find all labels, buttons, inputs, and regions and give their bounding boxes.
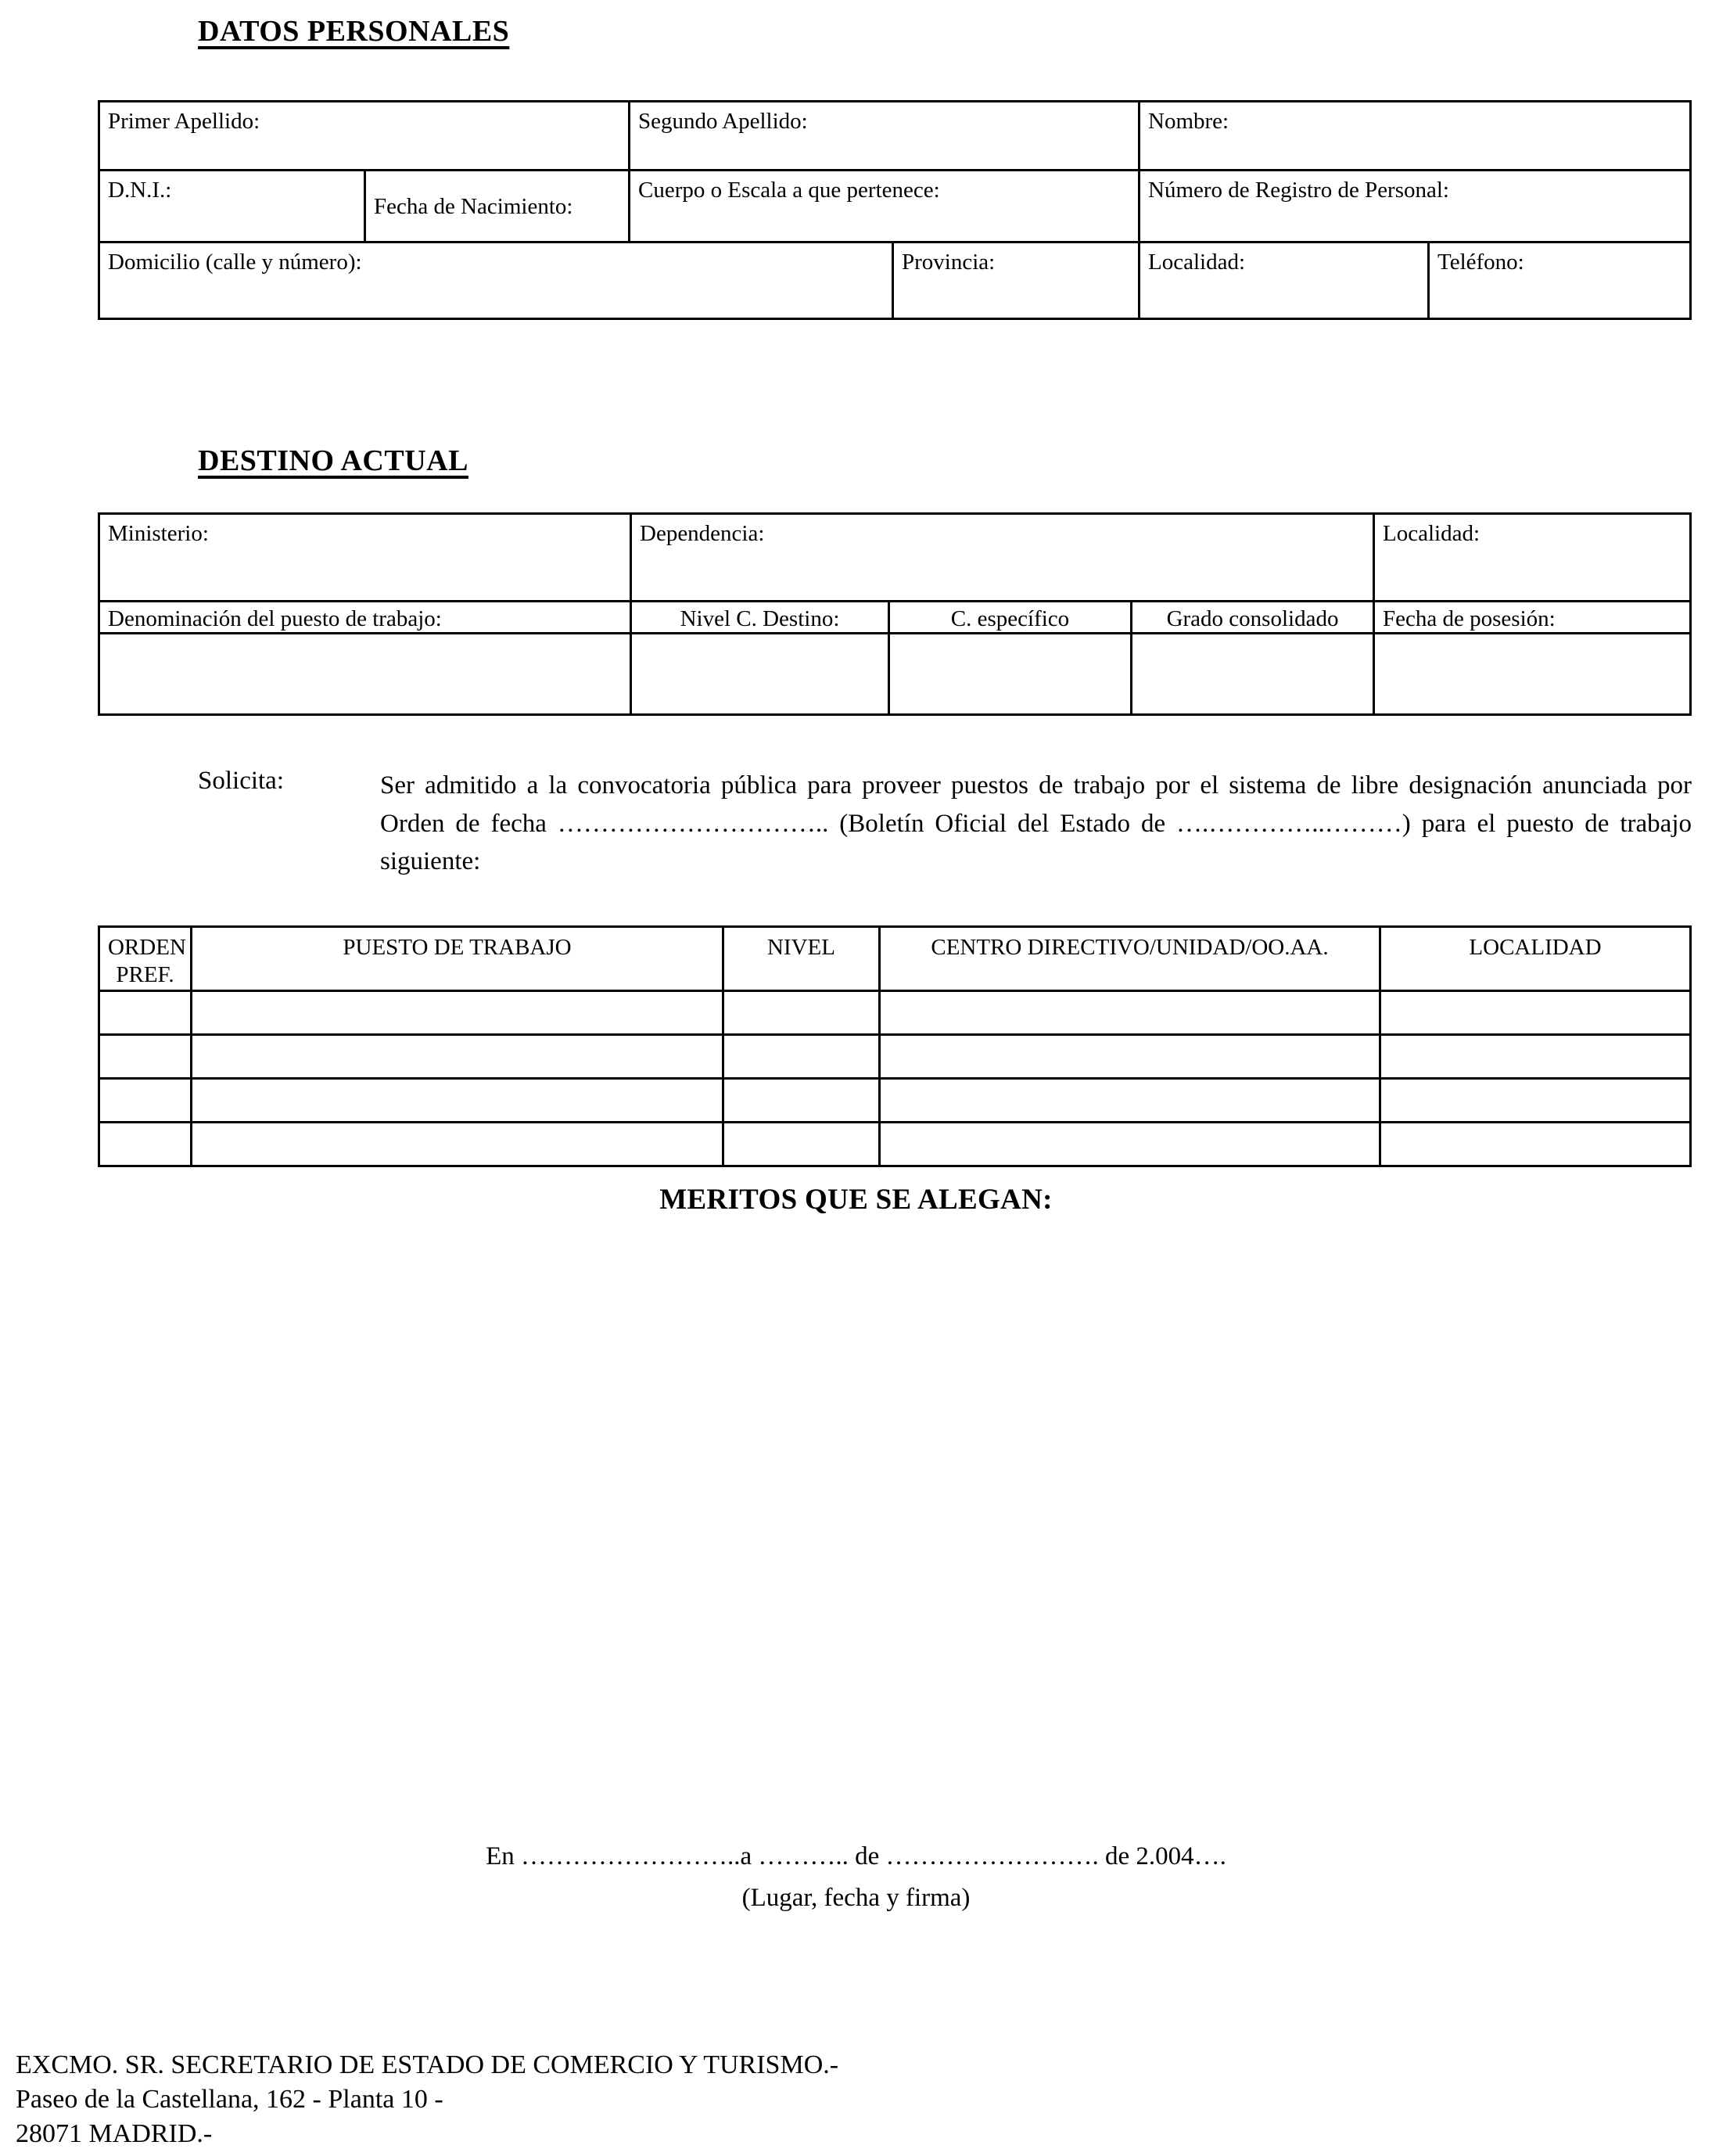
field-domicilio[interactable]: Domicilio (calle y número): bbox=[99, 243, 893, 319]
table-row bbox=[99, 990, 1691, 1034]
solicita-body-text: Ser admitido a la convocatoria pública para proveer puestos de trabajo por el sistema de libre designación anunciada por Orden de fecha ………………………….. (Boletín Oficial del Estado de ….…………..………) para el puesto de trabajo siguiente: bbox=[380, 771, 1692, 875]
field-segundo-apellido[interactable]: Segundo Apellido: bbox=[630, 102, 1140, 171]
cell-localidad[interactable] bbox=[1380, 1122, 1691, 1166]
cell-localidad[interactable] bbox=[1380, 1034, 1691, 1078]
cell-centro-directivo[interactable] bbox=[880, 990, 1380, 1034]
signature-place-date-line: En ……………………..a ……….. de ……………………. de 2.004…. bbox=[486, 1842, 1226, 1870]
table-row bbox=[99, 1078, 1691, 1122]
field-localidad-destino[interactable]: Localidad: bbox=[1374, 514, 1691, 602]
section-title-datos-personales: DATOS PERSONALES bbox=[198, 15, 510, 48]
column-header-puesto-trabajo: PUESTO DE TRABAJO bbox=[192, 927, 723, 991]
table-row bbox=[99, 1122, 1691, 1166]
input-fecha-posesion[interactable] bbox=[1374, 634, 1691, 715]
footer-line-city: 28071 MADRID.- bbox=[16, 2119, 213, 2149]
field-nombre[interactable]: Nombre: bbox=[1140, 102, 1691, 171]
field-cuerpo-escala[interactable]: Cuerpo o Escala a que pertenece: bbox=[630, 171, 1140, 243]
table-row bbox=[99, 243, 1691, 319]
table-row bbox=[99, 514, 1691, 602]
cell-localidad[interactable] bbox=[1380, 990, 1691, 1034]
cell-puesto-trabajo[interactable] bbox=[192, 990, 723, 1034]
field-telefono[interactable]: Teléfono: bbox=[1429, 243, 1691, 319]
field-numero-registro[interactable]: Número de Registro de Personal: bbox=[1140, 171, 1691, 243]
cell-puesto-trabajo[interactable] bbox=[192, 1078, 723, 1122]
input-denominacion-puesto[interactable] bbox=[99, 634, 631, 715]
label-grado-consolidado: Grado consolidado bbox=[1132, 602, 1374, 634]
field-ministerio[interactable]: Ministerio: bbox=[99, 514, 631, 602]
label-fecha-posesion: Fecha de posesión: bbox=[1374, 602, 1691, 634]
field-dni[interactable]: D.N.I.: bbox=[99, 171, 365, 243]
section-title-destino-actual: DESTINO ACTUAL bbox=[198, 444, 468, 477]
cell-localidad[interactable] bbox=[1380, 1078, 1691, 1122]
footer-line-authority: EXCMO. SR. SECRETARIO DE ESTADO DE COMERCIO Y TURISMO.- bbox=[16, 2050, 839, 2079]
input-nivel-destino[interactable] bbox=[631, 634, 889, 715]
field-primer-apellido[interactable]: Primer Apellido: bbox=[99, 102, 630, 171]
label-denominacion-puesto: Denominación del puesto de trabajo: bbox=[99, 602, 631, 634]
meritos-free-text-area[interactable] bbox=[98, 1228, 1689, 1823]
field-dependencia[interactable]: Dependencia: bbox=[631, 514, 1374, 602]
label-nivel-destino: Nivel C. Destino: bbox=[631, 602, 889, 634]
input-complemento-especifico[interactable] bbox=[889, 634, 1132, 715]
cell-centro-directivo[interactable] bbox=[880, 1122, 1380, 1166]
table-row bbox=[99, 102, 1691, 171]
cell-orden-pref[interactable] bbox=[99, 1078, 192, 1122]
cell-orden-pref[interactable] bbox=[99, 1122, 192, 1166]
cell-orden-pref[interactable] bbox=[99, 1034, 192, 1078]
puestos-solicitados-table bbox=[98, 925, 1692, 1167]
label-complemento-especifico: C. específico bbox=[889, 602, 1132, 634]
field-provincia[interactable]: Provincia: bbox=[893, 243, 1140, 319]
table-header-row bbox=[99, 927, 1691, 991]
datos-personales-table bbox=[98, 100, 1692, 320]
cell-nivel[interactable] bbox=[723, 990, 880, 1034]
column-header-nivel: NIVEL bbox=[723, 927, 880, 991]
cell-nivel[interactable] bbox=[723, 1034, 880, 1078]
destino-actual-table bbox=[98, 512, 1692, 716]
footer-address-block bbox=[16, 2048, 838, 2152]
table-row bbox=[99, 634, 1691, 715]
cell-orden-pref[interactable] bbox=[99, 990, 192, 1034]
cell-puesto-trabajo[interactable] bbox=[192, 1034, 723, 1078]
field-localidad[interactable]: Localidad: bbox=[1140, 243, 1429, 319]
field-fecha-nacimiento[interactable]: Fecha de Nacimiento: bbox=[365, 171, 630, 243]
column-header-localidad: LOCALIDAD bbox=[1380, 927, 1691, 991]
table-row bbox=[99, 171, 1691, 243]
cell-puesto-trabajo[interactable] bbox=[192, 1122, 723, 1166]
solicita-block bbox=[198, 767, 1692, 881]
column-header-orden-pref: ORDEN PREF. bbox=[99, 927, 192, 991]
signature-caption: (Lugar, fecha y firma) bbox=[741, 1884, 971, 1912]
solicita-label: Solicita: bbox=[198, 767, 284, 795]
column-header-centro-directivo: CENTRO DIRECTIVO/UNIDAD/OO.AA. bbox=[880, 927, 1380, 991]
cell-centro-directivo[interactable] bbox=[880, 1034, 1380, 1078]
cell-centro-directivo[interactable] bbox=[880, 1078, 1380, 1122]
table-row bbox=[99, 1034, 1691, 1078]
table-row bbox=[99, 602, 1691, 634]
cell-nivel[interactable] bbox=[723, 1078, 880, 1122]
section-title-meritos: MERITOS QUE SE ALEGAN: bbox=[659, 1184, 1053, 1216]
input-grado-consolidado[interactable] bbox=[1132, 634, 1374, 715]
footer-line-street: Paseo de la Castellana, 162 - Planta 10 - bbox=[16, 2085, 443, 2115]
cell-nivel[interactable] bbox=[723, 1122, 880, 1166]
